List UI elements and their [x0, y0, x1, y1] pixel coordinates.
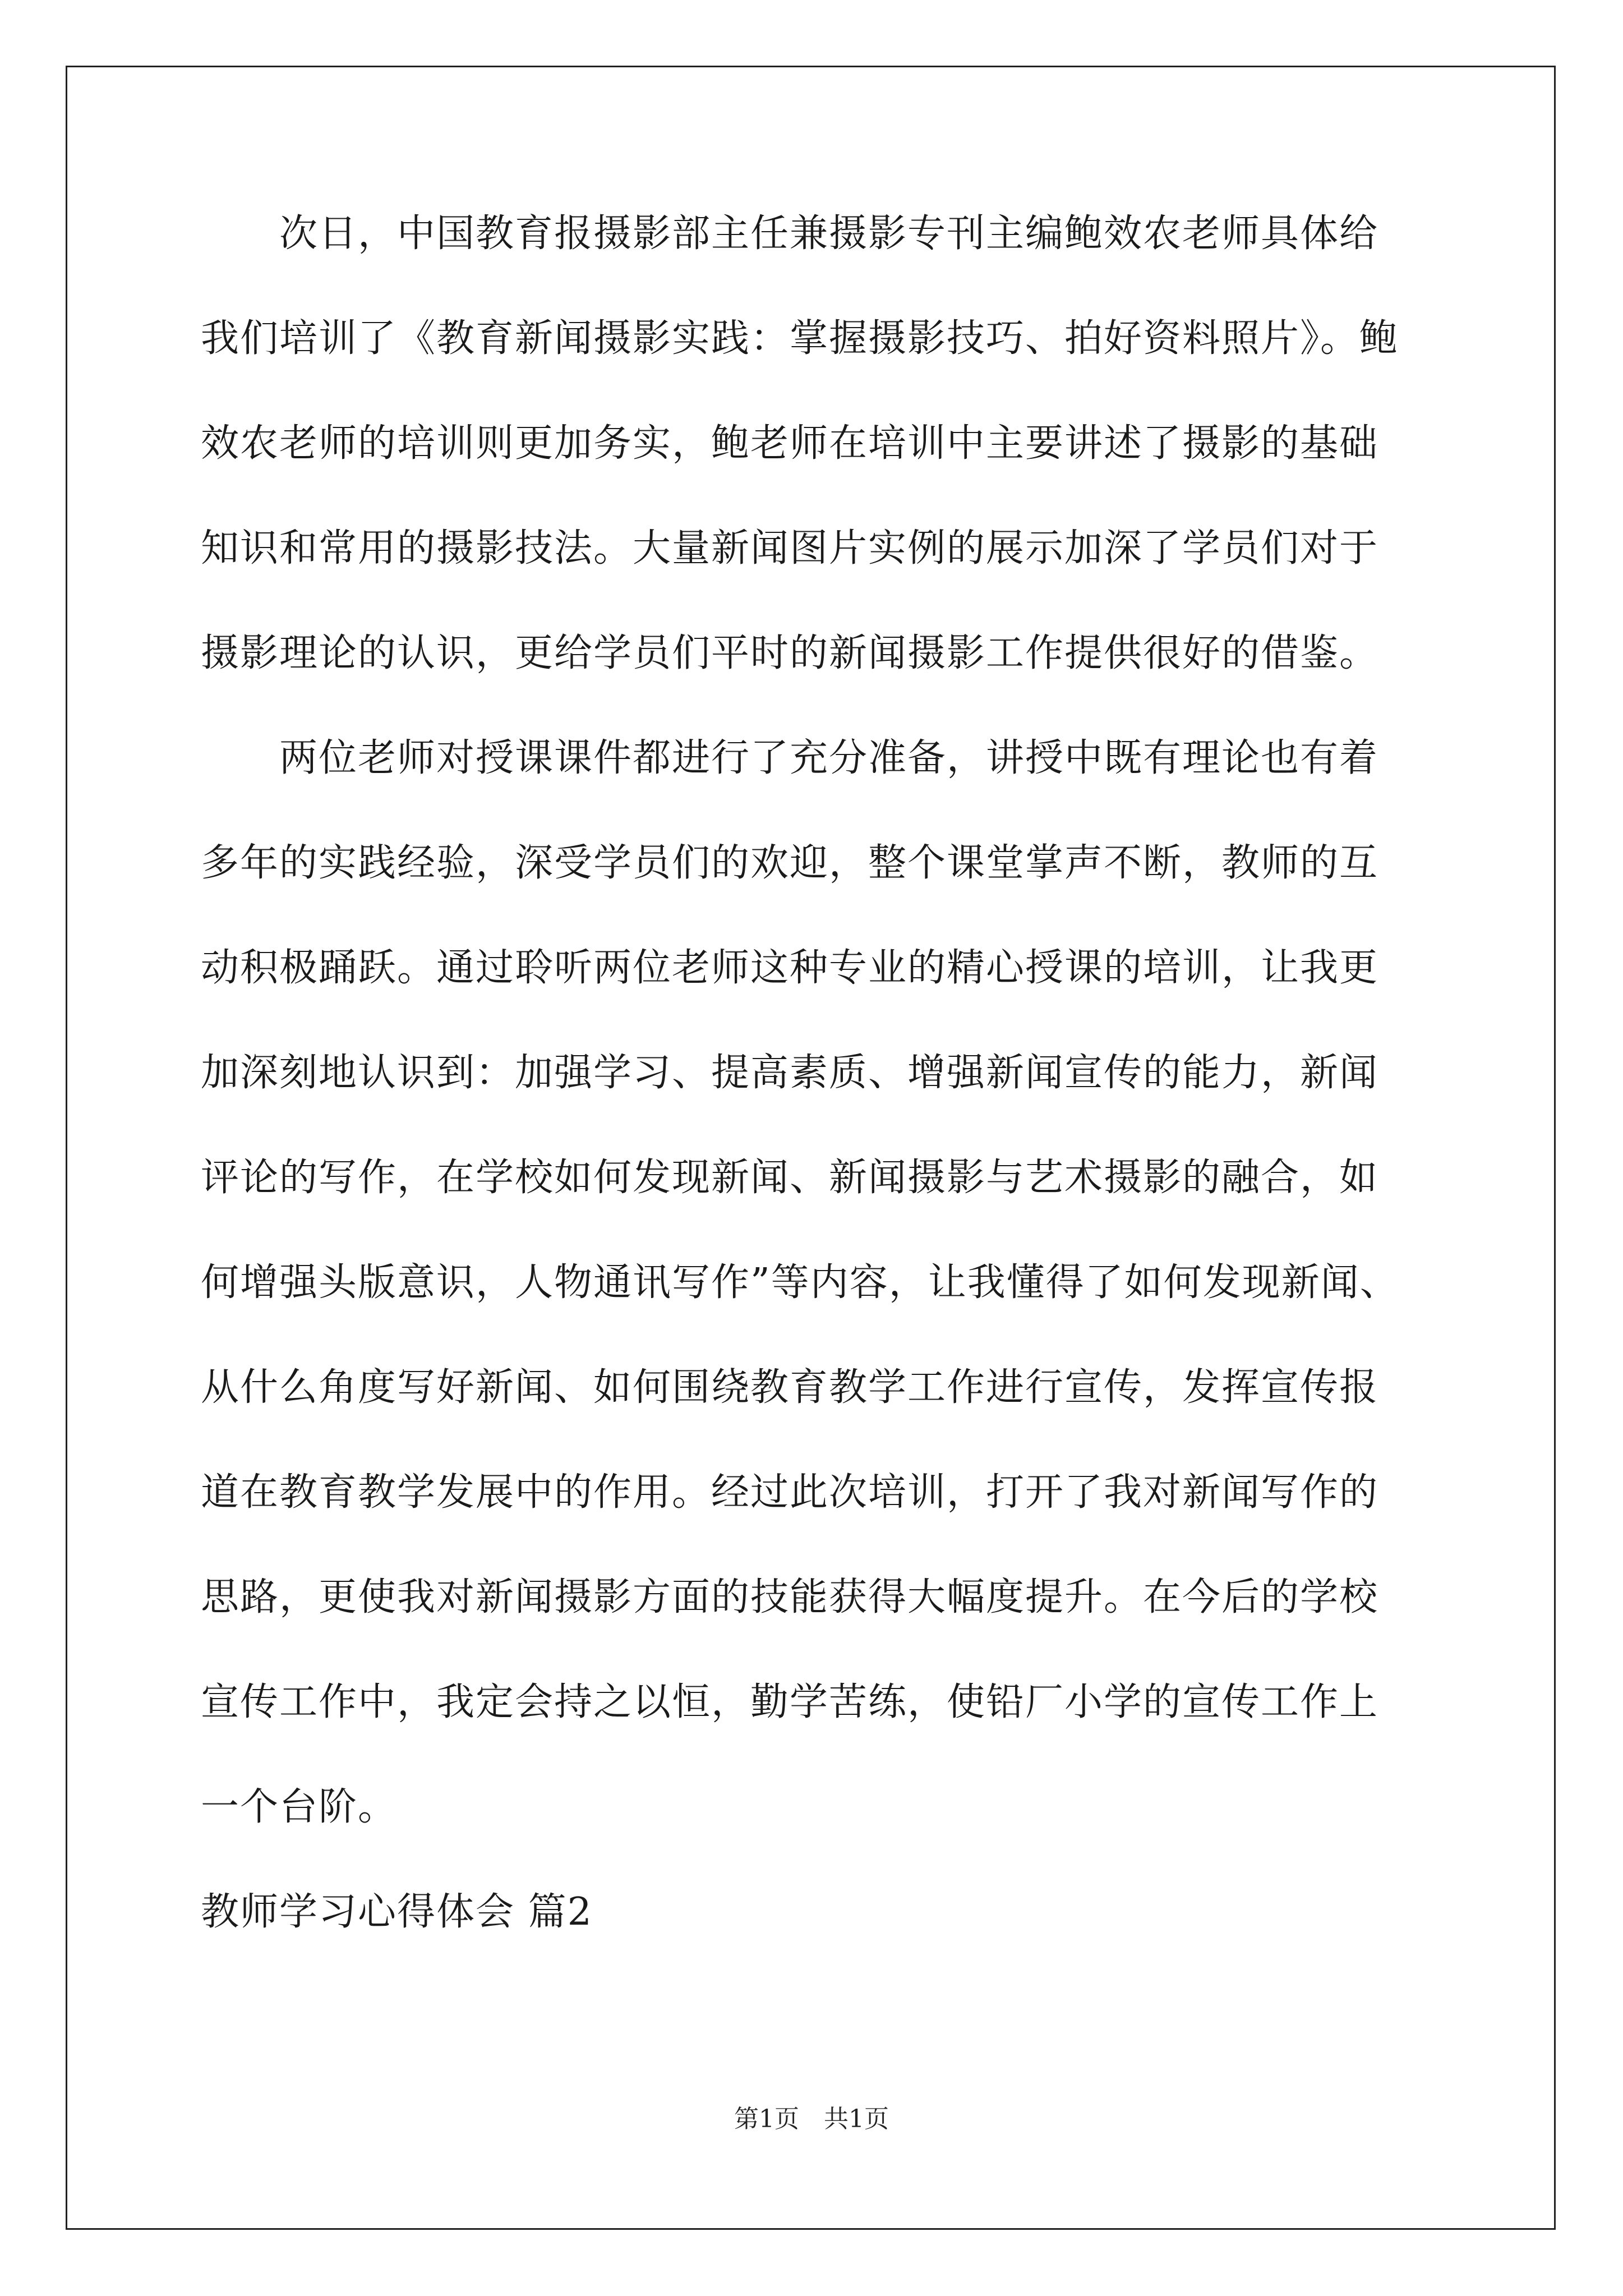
paragraph-line: 摄影理论的认识，更给学员们平时的新闻摄影工作提供很好的借鉴。: [201, 631, 1379, 675]
paragraph-line: 两位老师对授课课件都进行了充分准备，讲授中既有理论也有着: [279, 736, 1379, 780]
paragraph-line: 效农老师的培训则更加务实，鲍老师在培训中主要讲述了摄影的基础: [201, 421, 1379, 466]
paragraph-line: 从什么角度写好新闻、如何围绕教育教学工作进行宣传，发挥宣传报: [201, 1365, 1379, 1410]
paragraph-line: 思路，更使我对新闻摄影方面的技能获得大幅度提升。在今后的学校: [201, 1575, 1379, 1619]
paragraph-line: 次日，中国教育报摄影部主任兼摄影专刊主编鲍效农老师具体给: [279, 211, 1379, 256]
paragraph-line: 加深刻地认识到：加强学习、提高素质、增强新闻宣传的能力，新闻: [201, 1051, 1379, 1095]
paragraph-line: 何增强头版意识，人物通讯写作”等内容，让我懂得了如何发现新闻、: [201, 1260, 1399, 1305]
section-heading: 教师学习心得体会 篇2: [201, 1890, 593, 1934]
paragraph-line: 道在教育教学发展中的作用。经过此次培训，打开了我对新闻写作的: [201, 1470, 1379, 1515]
paragraph-line: 知识和常用的摄影技法。大量新闻图片实例的展示加深了学员们对于: [201, 526, 1379, 570]
page-footer: 第1页 共1页: [734, 2105, 889, 2133]
paragraph-line: 宣传工作中，我定会持之以恒，勤学苦练，使铅厂小学的宣传工作上: [201, 1680, 1379, 1724]
paragraph-line: 评论的写作，在学校如何发现新闻、新闻摄影与艺术摄影的融合，如: [201, 1156, 1379, 1200]
paragraph-line: 我们培训了《教育新闻摄影实践：掌握摄影技巧、拍好资料照片》。鲍: [201, 316, 1399, 361]
document-body: [201, 208, 1423, 1991]
paragraph-line: 多年的实践经验，深受学员们的欢迎，整个课堂掌声不断，教师的互: [201, 841, 1379, 885]
paragraph-line: 一个台阶。: [201, 1785, 398, 1829]
paragraph-line: 动积极踊跃。通过聆听两位老师这种专业的精心授课的培训，让我更: [201, 946, 1379, 990]
